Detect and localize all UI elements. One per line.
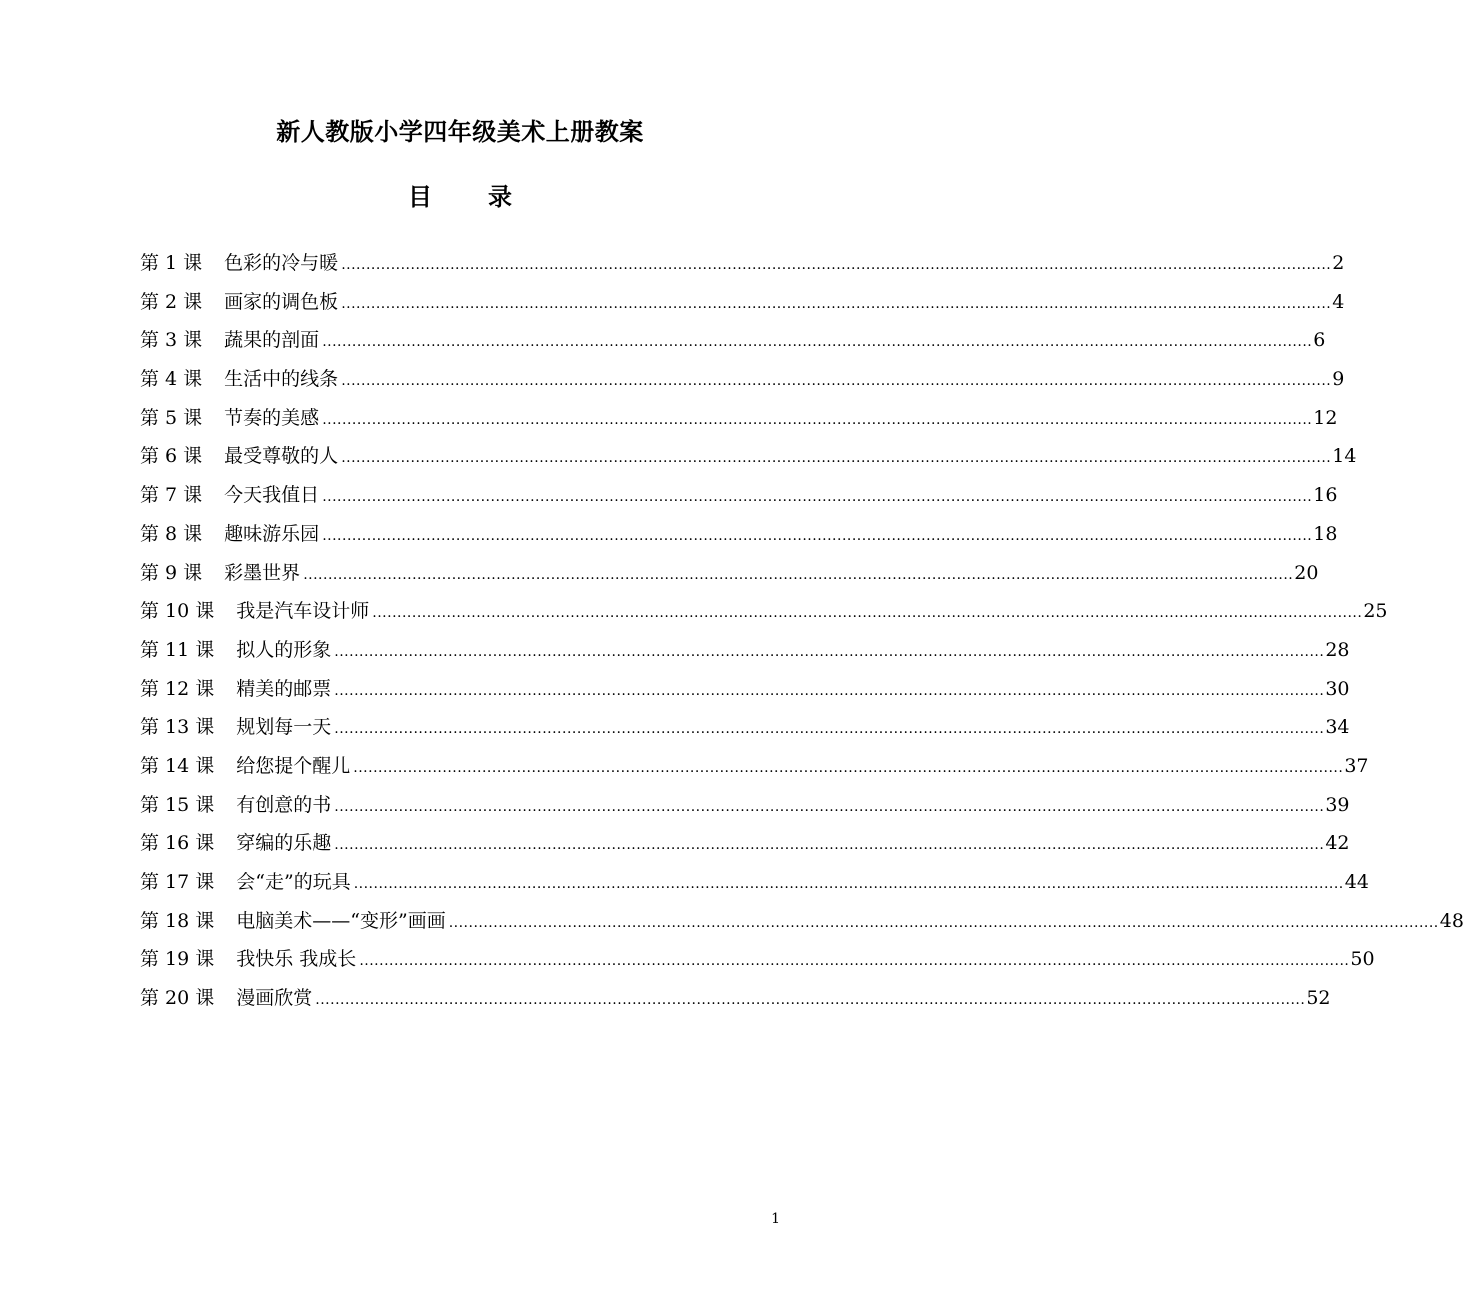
- toc-page-number: 52: [1306, 987, 1331, 1010]
- toc-page-number: 14: [1332, 445, 1357, 468]
- toc-heading-char: 目: [408, 183, 432, 211]
- toc-lesson-number: 第 5 课: [140, 406, 203, 429]
- toc-dot-leader: ........................................................................................................................................................................................................: [322, 411, 1313, 428]
- toc-lesson-title: 画家的调色板: [224, 290, 339, 313]
- toc-lesson-title: 蔬果的剖面: [224, 329, 320, 352]
- toc-page-number: 9: [1332, 368, 1345, 391]
- document-title: 新人教版小学四年级美术上册教案: [276, 118, 644, 146]
- toc-dot-leader: ........................................................................................................................................................................................................: [341, 295, 1332, 312]
- toc-page-number: 18: [1313, 522, 1338, 545]
- toc-dot-leader: ........................................................................................................................................................................................................: [334, 837, 1325, 854]
- toc-lesson-title: 拟人的形象: [236, 638, 332, 661]
- toc-entry[interactable]: [140, 670, 1350, 709]
- toc-entry[interactable]: [140, 554, 1319, 593]
- toc-entry[interactable]: [140, 631, 1350, 670]
- toc-entry[interactable]: [140, 476, 1338, 515]
- toc-lesson-number: 第 1 课: [140, 252, 203, 274]
- toc-entry[interactable]: [140, 708, 1350, 747]
- toc-page-number: 48: [1439, 909, 1464, 932]
- toc-lesson-number: 第 15 课: [140, 793, 215, 816]
- toc-lesson-title: 节奏的美感: [224, 406, 320, 429]
- toc-page-number: 37: [1344, 754, 1369, 777]
- toc-entry[interactable]: [140, 360, 1345, 399]
- toc-entry[interactable]: [140, 515, 1338, 554]
- page-number: 1: [771, 1211, 780, 1227]
- toc-page-number: 34: [1325, 716, 1350, 739]
- toc-entry[interactable]: [140, 940, 1375, 979]
- toc-lesson-number: 第 13 课: [140, 716, 215, 739]
- toc-dot-leader: ........................................................................................................................................................................................................: [353, 759, 1344, 776]
- toc-page-number: 20: [1294, 561, 1319, 584]
- toc-entry[interactable]: [140, 437, 1357, 476]
- toc-page-number: 16: [1313, 484, 1338, 507]
- toc-lesson-title: 会“走”的玩具: [236, 871, 351, 893]
- toc-lesson-title: 穿编的乐趣: [236, 832, 332, 855]
- toc-entry[interactable]: [140, 321, 1326, 360]
- toc-entry[interactable]: [140, 747, 1369, 786]
- toc-lesson-number: 第 10 课: [140, 600, 215, 623]
- toc-lesson-number: 第 12 课: [140, 677, 215, 700]
- toc-lesson-title: 我是汽车设计师: [236, 600, 370, 623]
- toc-lesson-title: 生活中的线条: [224, 368, 339, 391]
- toc-entry[interactable]: [140, 902, 1464, 941]
- toc-page-number: 4: [1332, 290, 1345, 313]
- toc-lesson-title: 电脑美术——“变形”画画: [236, 909, 446, 932]
- toc-lesson-title: 给您提个醒儿: [236, 754, 351, 777]
- toc-lesson-number: 第 6 课: [140, 445, 203, 468]
- toc-lesson-title: 规划每一天: [236, 716, 332, 739]
- toc-page-number: 25: [1363, 600, 1388, 623]
- toc-dot-leader: ........................................................................................................................................................................................................: [322, 489, 1313, 506]
- toc-dot-leader: ........................................................................................................................................................................................................: [322, 527, 1313, 544]
- toc-lesson-title: 有创意的书: [236, 793, 332, 816]
- toc-dot-leader: ........................................................................................................................................................................................................: [353, 876, 1344, 892]
- toc-dot-leader: ........................................................................................................................................................................................................: [334, 721, 1325, 738]
- toc-heading-char: 录: [488, 183, 512, 211]
- toc-heading: [0, 180, 920, 214]
- toc-dot-leader: ........................................................................................................................................................................................................: [341, 450, 1332, 467]
- toc-dot-leader: ........................................................................................................................................................................................................: [359, 953, 1350, 970]
- toc-lesson-title: 今天我值日: [224, 484, 320, 507]
- toc-dot-leader: ........................................................................................................................................................................................................: [448, 914, 1439, 931]
- toc-page-number: 30: [1325, 677, 1350, 700]
- toc-dot-leader: ........................................................................................................................................................................................................: [334, 682, 1325, 699]
- toc-page-number: 12: [1313, 406, 1338, 429]
- toc-page-number: 2: [1332, 252, 1345, 274]
- toc-page-number: 44: [1344, 871, 1369, 893]
- toc-page-number: 50: [1350, 948, 1375, 971]
- toc-lesson-number: 第 11 课: [140, 638, 215, 661]
- toc-lesson-title: 我快乐 我成长: [236, 948, 357, 971]
- toc-lesson-title: 最受尊敬的人: [224, 445, 339, 468]
- toc-lesson-number: 第 18 课: [140, 909, 215, 932]
- toc-lesson-title: 色彩的冷与暖: [224, 252, 339, 274]
- toc-dot-leader: ........................................................................................................................................................................................................: [334, 798, 1325, 815]
- toc-lesson-title: 趣味游乐园: [224, 522, 320, 545]
- toc-dot-leader: ........................................................................................................................................................................................................: [341, 257, 1332, 273]
- toc-lesson-number: 第 8 课: [140, 522, 203, 545]
- toc-lesson-number: 第 20 课: [140, 987, 215, 1010]
- toc-entry[interactable]: [140, 979, 1331, 1018]
- toc-dot-leader: ........................................................................................................................................................................................................: [334, 643, 1325, 660]
- toc-page-number: 28: [1325, 638, 1350, 661]
- toc-dot-leader: ........................................................................................................................................................................................................: [322, 334, 1313, 351]
- toc-entry[interactable]: [140, 592, 1388, 631]
- toc-lesson-number: 第 16 课: [140, 832, 215, 855]
- toc-entry[interactable]: [140, 244, 1345, 283]
- toc-page-number: 39: [1325, 793, 1350, 816]
- toc-entry[interactable]: [140, 399, 1338, 438]
- toc-page-number: 6: [1313, 329, 1326, 352]
- toc-dot-leader: ........................................................................................................................................................................................................: [341, 373, 1332, 390]
- toc-lesson-number: 第 17 课: [140, 871, 215, 893]
- toc-dot-leader: ........................................................................................................................................................................................................: [303, 566, 1294, 583]
- toc-entry[interactable]: [140, 824, 1350, 863]
- toc-lesson-number: 第 19 课: [140, 948, 215, 971]
- toc-lesson-number: 第 7 课: [140, 484, 203, 507]
- toc-lesson-number: 第 14 课: [140, 754, 215, 777]
- toc-dot-leader: ........................................................................................................................................................................................................: [315, 992, 1306, 1009]
- toc-lesson-number: 第 2 课: [140, 290, 203, 313]
- toc-dot-leader: ........................................................................................................................................................................................................: [372, 605, 1363, 622]
- toc-lesson-number: 第 9 课: [140, 561, 203, 584]
- toc-lesson-number: 第 3 课: [140, 329, 203, 352]
- toc-lesson-title: 精美的邮票: [236, 677, 332, 700]
- toc-page-number: 42: [1325, 832, 1350, 855]
- toc-lesson-title: 漫画欣赏: [236, 987, 313, 1010]
- table-of-contents: [140, 244, 1464, 1018]
- toc-entry[interactable]: [140, 786, 1350, 825]
- toc-entry[interactable]: [140, 283, 1345, 322]
- toc-lesson-number: 第 4 课: [140, 368, 203, 391]
- toc-lesson-title: 彩墨世界: [224, 561, 301, 584]
- toc-entry[interactable]: [140, 863, 1369, 902]
